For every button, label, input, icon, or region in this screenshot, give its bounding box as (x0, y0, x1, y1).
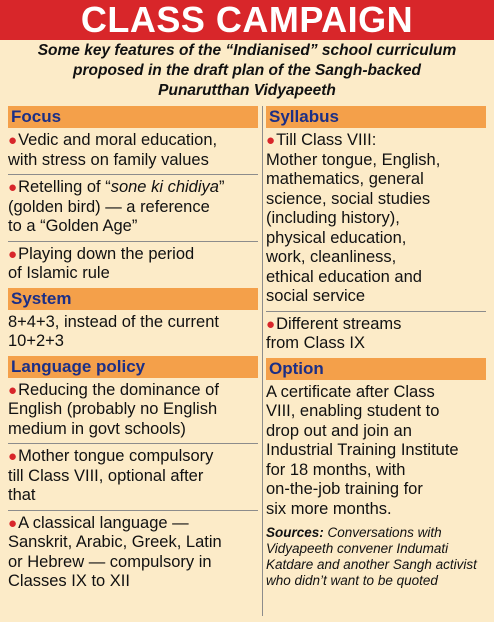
item-text: VIII, enabling student to (266, 402, 440, 420)
subtitle-line: Some key features of the “Indianised” school curriculum (37, 42, 457, 59)
item-text: medium in govt schools) (8, 419, 186, 438)
banner-title: CLASS CAMPAIGN (0, 0, 494, 40)
item-text: A classical language — (18, 513, 189, 532)
item-text: English (probably no English (8, 400, 218, 418)
item-text: (golden bird) — a reference (8, 197, 210, 216)
language-item (8, 378, 258, 445)
item-text: Till Class VIII: (276, 131, 377, 149)
item-text: Vedic and moral education, (18, 131, 218, 149)
option-heading: Option (266, 358, 486, 380)
item-text: Industrial Training Institute (266, 441, 459, 459)
focus-item (8, 242, 258, 288)
item-text: 8+4+3, instead of the current (8, 312, 219, 331)
item-text: to a “Golden Age” (8, 217, 138, 235)
column-divider (262, 106, 263, 616)
bullet-icon: ● (266, 315, 276, 333)
bullet-icon: ● (8, 514, 18, 532)
subtitle-line: proposed in the draft plan of the Sangh-backed (73, 62, 421, 79)
bullet-icon: ● (8, 132, 18, 149)
bullet-icon: ● (8, 245, 18, 263)
subtitle (8, 41, 486, 101)
item-text: science, social studies (266, 189, 431, 208)
sources-note (266, 523, 486, 589)
focus-list (8, 128, 258, 288)
language-item (8, 444, 258, 511)
focus-item (8, 175, 258, 242)
item-emphasis: sone ki chidiya (110, 178, 219, 196)
subtitle-line: Punarutthan Vidyapeeth (158, 82, 336, 99)
bullet-icon: ● (266, 132, 276, 149)
sources-label: Sources: (266, 525, 324, 540)
system-text (8, 310, 258, 356)
item-text: 10+2+3 (8, 332, 64, 350)
item-text: Retelling of “ (18, 178, 111, 196)
sources-text: Katdare and another Sangh activist (266, 557, 477, 572)
item-text: that (8, 486, 36, 504)
item-text: work, cleanliness, (266, 248, 397, 266)
item-text: Mother tongue compulsory (18, 447, 214, 465)
item-text: six more months. (266, 499, 392, 518)
bullet-icon: ● (8, 448, 18, 465)
syllabus-item (266, 312, 486, 358)
bullet-icon: ● (8, 179, 18, 196)
language-policy-list (8, 378, 258, 596)
sources-text: who didn’t want to be quoted (266, 573, 438, 588)
option-text (266, 380, 486, 524)
item-text: of Islamic rule (8, 264, 110, 282)
item-text: Mother tongue, English, (266, 150, 441, 169)
syllabus-item (266, 128, 486, 312)
item-text: for 18 months, with (266, 460, 406, 479)
item-text: mathematics, general (266, 170, 424, 188)
item-text: or Hebrew — compulsory in (8, 552, 212, 571)
left-column (8, 106, 258, 596)
item-text: Classes IX to XII (8, 572, 130, 590)
right-column (266, 106, 486, 589)
item-text: Reducing the dominance of (18, 380, 219, 399)
item-text: Playing down the period (18, 244, 195, 263)
item-text: ” (218, 178, 225, 196)
system-heading: System (8, 288, 258, 310)
bullet-icon: ● (8, 381, 18, 399)
focus-heading: Focus (8, 106, 258, 128)
item-text: from Class IX (266, 334, 366, 352)
item-text: ethical education and (266, 267, 422, 286)
item-text: social service (266, 287, 366, 305)
item-text: Different streams (276, 314, 402, 333)
item-text: on-the-job training for (266, 480, 423, 498)
sources-text: Vidyapeeth convener Indumati (266, 541, 449, 556)
sources-text: Conversations with (323, 525, 442, 540)
focus-item (8, 128, 258, 175)
item-text: with stress on family values (8, 150, 209, 169)
item-text: A certificate after Class (266, 382, 435, 401)
syllabus-list (266, 128, 486, 358)
language-policy-heading: Language policy (8, 356, 258, 378)
item-text: till Class VIII, optional after (8, 466, 204, 485)
item-text: Sanskrit, Arabic, Greek, Latin (8, 533, 222, 551)
syllabus-heading: Syllabus (266, 106, 486, 128)
item-text: drop out and join an (266, 421, 412, 440)
item-text: physical education, (266, 228, 407, 247)
language-item (8, 511, 258, 596)
item-text: (including history), (266, 209, 400, 227)
